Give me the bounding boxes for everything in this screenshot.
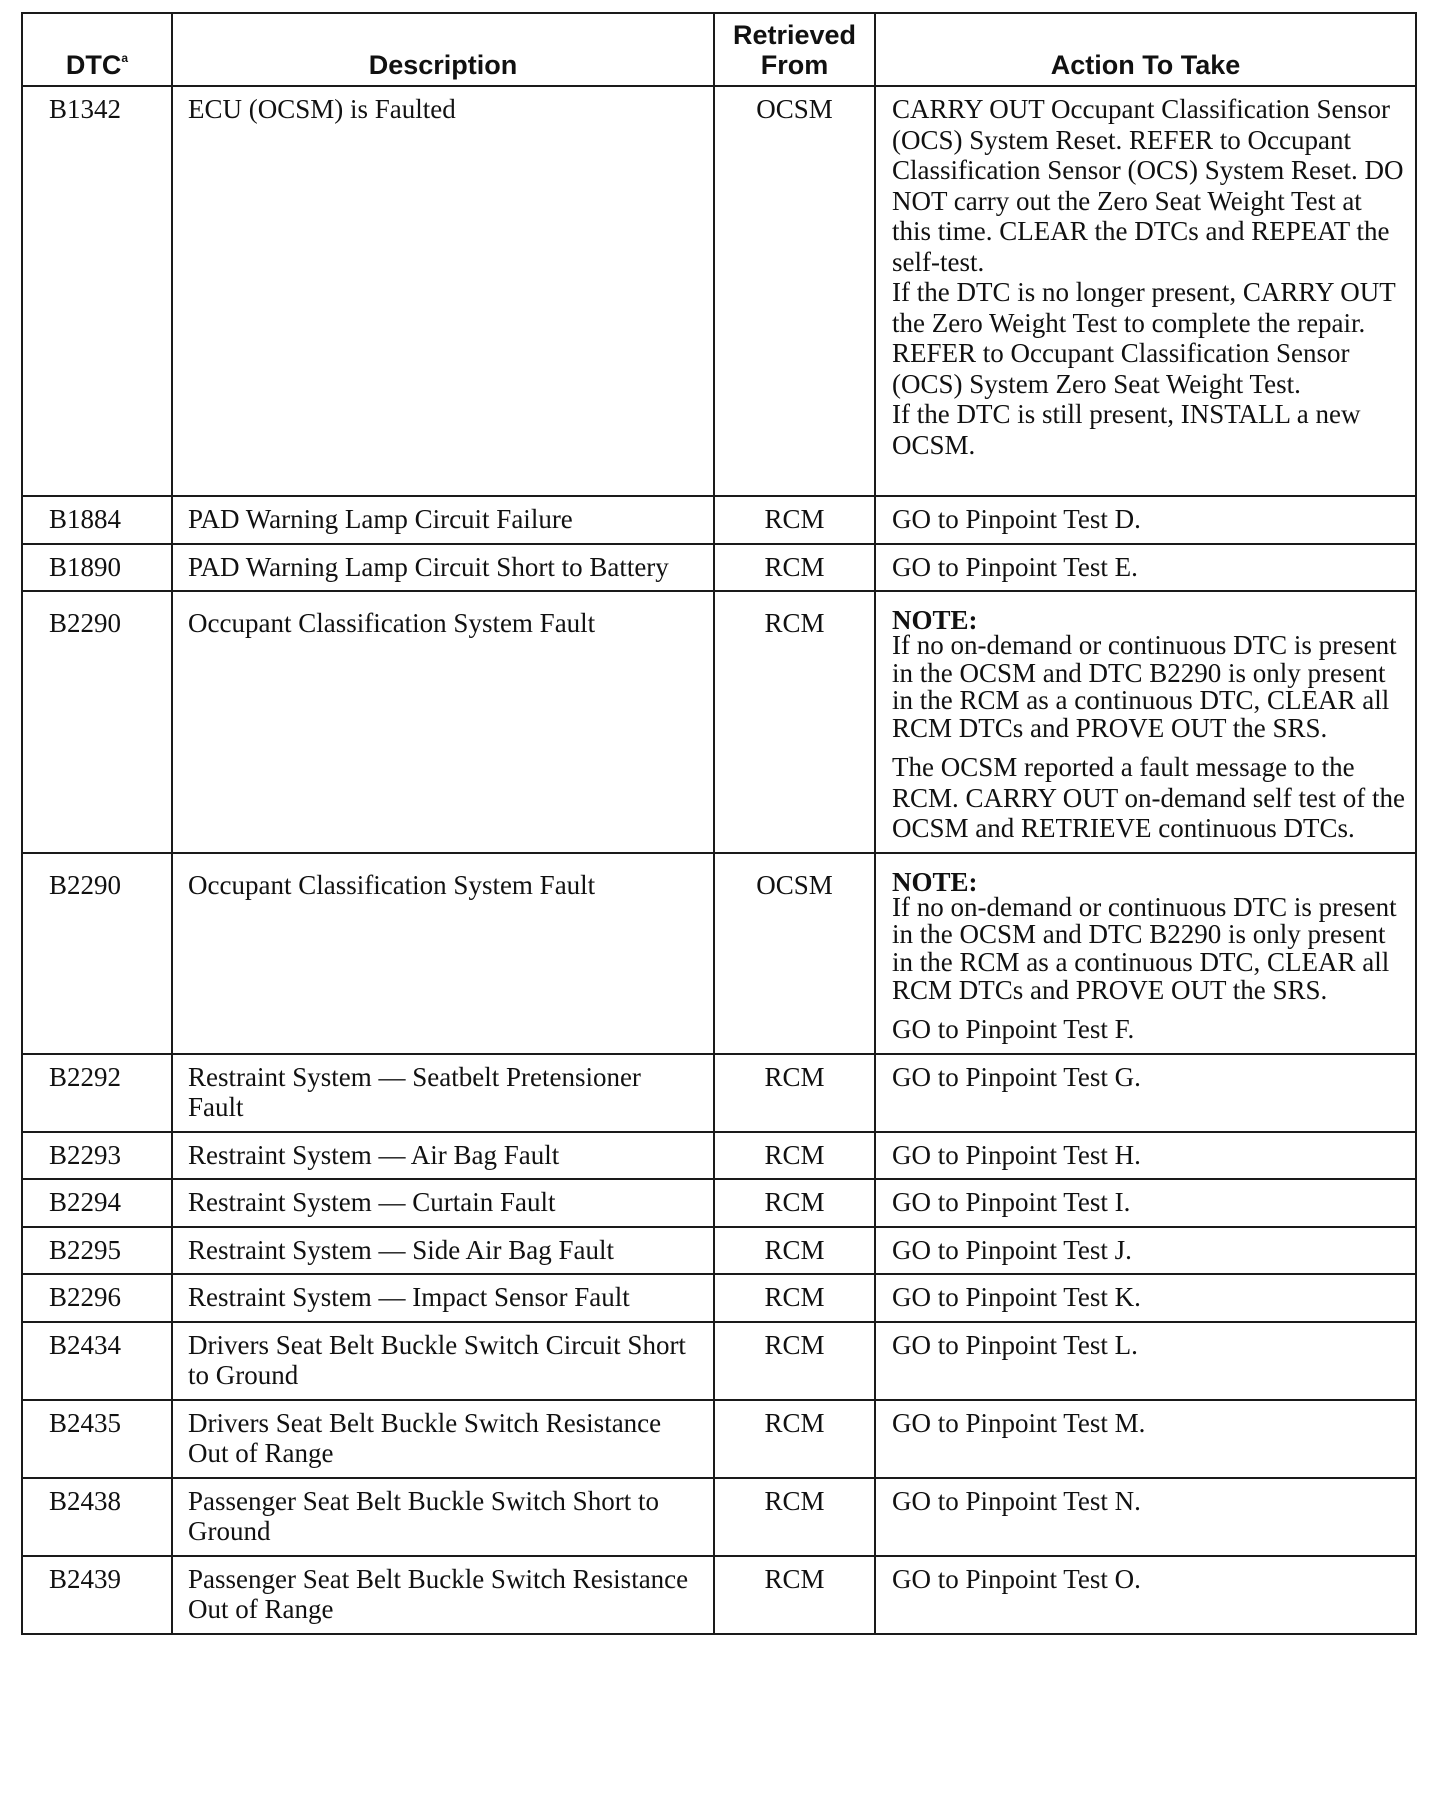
note-text: If no on-demand or continuous DTC is present in the OCSM and DTC B2290 is only present in the RCM as a continuous DTC, CLEAR all RCM DTCs and PROVE OUT the SRS. [892, 630, 1397, 743]
dtc-source: RCM [714, 1227, 875, 1275]
action-paragraph: CARRY OUT Occupant Classification Sensor (OCS) System Reset. REFER to Occupant Classification Sensor (OCS) System Reset. DO NOT carry out the Zero Seat Weight Test at this time. CLEAR the DTCs and REPEAT the self-test. [892, 94, 1404, 277]
note-text: If no on-demand or continuous DTC is present in the OCSM and DTC B2290 is only present in the RCM as a continuous DTC, CLEAR all RCM DTCs and PROVE OUT the SRS. [892, 891, 1397, 1005]
table-row [22, 1179, 1416, 1227]
dtc-source: RCM [714, 1556, 875, 1634]
dtc-code: B1342 [22, 86, 172, 496]
header-dtc: DTC$^a$ [22, 13, 172, 86]
table-row [22, 1132, 1416, 1180]
dtc-code: B1884 [22, 496, 172, 544]
action-paragraph: If the DTC is no longer present, CARRY OUT the Zero Weight Test to complete the repair. REFER to Occupant Classification Sensor (OCS) System Zero Seat Weight Test. [892, 277, 1396, 399]
dtc-source: OCSM [714, 853, 875, 1054]
dtc-action: GO to Pinpoint Test H. [875, 1132, 1416, 1180]
dtc-source: RCM [714, 591, 875, 853]
dtc-description: Restraint System — Impact Sensor Fault [172, 1274, 714, 1322]
action-paragraph: GO to Pinpoint Test F. [892, 1014, 1135, 1045]
table-row [22, 591, 1416, 853]
table-row [22, 1227, 1416, 1275]
dtc-action: GO to Pinpoint Test D. [875, 496, 1416, 544]
dtc-code: B2295 [22, 1227, 172, 1275]
dtc-action: GO to Pinpoint Test G. [875, 1054, 1416, 1132]
table-row [22, 1400, 1416, 1478]
dtc-description: PAD Warning Lamp Circuit Failure [172, 496, 714, 544]
dtc-code: B2435 [22, 1400, 172, 1478]
dtc-action: GO to Pinpoint Test M. [875, 1400, 1416, 1478]
table-row [22, 544, 1416, 592]
dtc-code: B2439 [22, 1556, 172, 1634]
dtc-source: RCM [714, 1274, 875, 1322]
dtc-source: RCM [714, 1179, 875, 1227]
dtc-description: Restraint System — Seatbelt Pretensioner Fault [172, 1054, 714, 1132]
dtc-code: B2292 [22, 1054, 172, 1132]
dtc-action: GO to Pinpoint Test O. [875, 1556, 1416, 1634]
dtc-source: RCM [714, 1132, 875, 1180]
table-row [22, 496, 1416, 544]
dtc-code: B2438 [22, 1478, 172, 1556]
note-label: NOTE: [892, 866, 978, 897]
dtc-source: RCM [714, 1054, 875, 1132]
dtc-action: GO to Pinpoint Test J. [875, 1227, 1416, 1275]
dtc-code: B2294 [22, 1179, 172, 1227]
table-row [22, 86, 1416, 496]
dtc-code: B2296 [22, 1274, 172, 1322]
table-row [22, 1054, 1416, 1132]
header-retrieved-from: Retrieved From [714, 13, 875, 86]
note-label: NOTE: [892, 605, 978, 635]
dtc-description: Passenger Seat Belt Buckle Switch Short to Ground [172, 1478, 714, 1556]
dtc-description: Occupant Classification System Fault [172, 591, 714, 853]
dtc-description: Occupant Classification System Fault [172, 853, 714, 1054]
header-description: Description [172, 13, 714, 86]
table-row [22, 1322, 1416, 1400]
dtc-description: PAD Warning Lamp Circuit Short to Battery [172, 544, 714, 592]
dtc-action [875, 591, 1416, 853]
dtc-description: Drivers Seat Belt Buckle Switch Resistance Out of Range [172, 1400, 714, 1478]
dtc-source: OCSM [714, 86, 875, 496]
dtc-description: Restraint System — Curtain Fault [172, 1179, 714, 1227]
dtc-description: Restraint System — Side Air Bag Fault [172, 1227, 714, 1275]
table-row [22, 1556, 1416, 1634]
dtc-description: Restraint System — Air Bag Fault [172, 1132, 714, 1180]
dtc-description: ECU (OCSM) is Faulted [172, 86, 714, 496]
dtc-description: Passenger Seat Belt Buckle Switch Resistance Out of Range [172, 1556, 714, 1634]
dtc-code: B1890 [22, 544, 172, 592]
dtc-source: RCM [714, 544, 875, 592]
dtc-source: RCM [714, 1322, 875, 1400]
header-action: Action To Take [875, 13, 1416, 86]
dtc-code: B2290 [22, 591, 172, 853]
dtc-code: B2434 [22, 1322, 172, 1400]
table-header-row [22, 13, 1416, 86]
table-row [22, 853, 1416, 1054]
dtc-action [875, 86, 1416, 496]
dtc-action [875, 853, 1416, 1054]
dtc-table [21, 12, 1417, 1635]
dtc-source: RCM [714, 1400, 875, 1478]
dtc-action: GO to Pinpoint Test N. [875, 1478, 1416, 1556]
table-row [22, 1274, 1416, 1322]
dtc-action: GO to Pinpoint Test K. [875, 1274, 1416, 1322]
dtc-code: B2290 [22, 853, 172, 1054]
dtc-code: B2293 [22, 1132, 172, 1180]
dtc-action: GO to Pinpoint Test E. [875, 544, 1416, 592]
dtc-source: RCM [714, 1478, 875, 1556]
action-paragraph: If the DTC is still present, INSTALL a new OCSM. [892, 399, 1361, 460]
dtc-action: GO to Pinpoint Test L. [875, 1322, 1416, 1400]
footnote-marker: a [121, 51, 129, 65]
table-row [22, 1478, 1416, 1556]
dtc-description: Drivers Seat Belt Buckle Switch Circuit Short to Ground [172, 1322, 714, 1400]
dtc-action: GO to Pinpoint Test I. [875, 1179, 1416, 1227]
action-paragraph: The OCSM reported a fault message to the RCM. CARRY OUT on-demand self test of the OCSM and RETRIEVE continuous DTCs. [892, 752, 1405, 844]
dtc-source: RCM [714, 496, 875, 544]
